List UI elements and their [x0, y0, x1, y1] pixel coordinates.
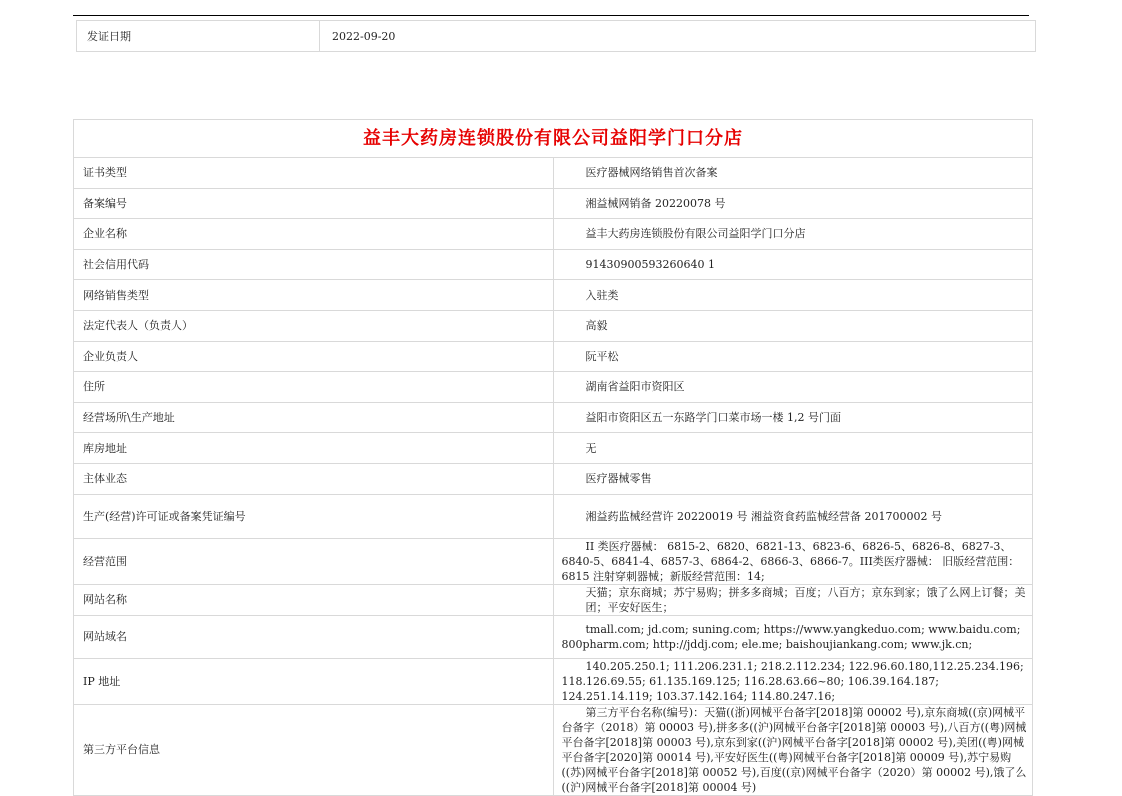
table-row	[74, 538, 1033, 584]
row-label: 住所	[74, 372, 554, 403]
row-value: 益阳市资阳区五一东路学门口菜市场一楼 1,2 号门面	[553, 402, 1033, 433]
title-row	[74, 120, 1033, 158]
row-value: 益丰大药房连锁股份有限公司益阳学门口分店	[553, 219, 1033, 250]
row-label: 法定代表人（负责人）	[74, 310, 554, 341]
row-label: 库房地址	[74, 433, 554, 464]
row-label: 网络销售类型	[74, 280, 554, 311]
row-value: 91430900593260640 1	[553, 249, 1033, 280]
row-value: 无	[553, 433, 1033, 464]
row-label: 网站域名	[74, 615, 554, 658]
table-row	[74, 188, 1033, 219]
row-value: 湘益药监械经营许 20220019 号 湘益资食药监械经营备 201700002 号	[553, 494, 1033, 538]
issue-date-value: 2022-09-20	[320, 21, 1036, 52]
table-row	[74, 704, 1033, 795]
row-label: 社会信用代码	[74, 249, 554, 280]
table-row	[74, 310, 1033, 341]
row-label: 企业负责人	[74, 341, 554, 372]
table-row	[74, 158, 1033, 189]
row-label: 证书类型	[74, 158, 554, 189]
record-title: 益丰大药房连锁股份有限公司益阳学门口分店	[74, 120, 1033, 158]
table-row	[74, 494, 1033, 538]
row-value: 湖南省益阳市资阳区	[553, 372, 1033, 403]
table-row	[74, 463, 1033, 494]
row-label: 第三方平台信息	[74, 704, 554, 795]
row-label: 企业名称	[74, 219, 554, 250]
row-label: 主体业态	[74, 463, 554, 494]
table-row	[74, 658, 1033, 704]
row-label: 网站名称	[74, 584, 554, 615]
row-value: 高毅	[553, 310, 1033, 341]
table-row	[74, 433, 1033, 464]
row-label: 生产(经营)许可证或备案凭证编号	[74, 494, 554, 538]
row-value: 140.205.250.1; 111.206.231.1; 218.2.112.234; 122.96.60.180,112.25.234.196; 118.126.69.55; 61.135.169.125; 116.28.63.66~80; 106.39.164.187; 124.251.14.119; 103.37.142.164; 114.80.247.16;	[553, 658, 1033, 704]
table-row	[77, 21, 1036, 52]
row-value: 阮平松	[553, 341, 1033, 372]
row-value: tmall.com; jd.com; suning.com; https://www.yangkeduo.com; www.baidu.com; 800pharm.com; http://jddj.com; ele.me; baishoujiankang.com; www.jk.cn;	[553, 615, 1033, 658]
row-value: 医疗器械零售	[553, 463, 1033, 494]
table-row	[74, 280, 1033, 311]
top-divider	[73, 15, 1029, 16]
table-row	[74, 219, 1033, 250]
row-label: 备案编号	[74, 188, 554, 219]
issue-date-label: 发证日期	[77, 21, 320, 52]
row-value: 第三方平台名称(编号)：天猫((浙)网械平台备字[2018]第 00002 号),京东商城((京)网械平台备字（2018）第 00003 号),拼多多((沪)网械平台备字[2018]第 00003 号),八百方((粤)网械平台备字[2018]第 00003 号),京东到家((沪)网械平台备字[2018]第 00002 号),美团((粤)网械平台备字[2020]第 00014 号),平安好医生((粤)网械平台备字[2018]第 00009 号),苏宁易购((苏)网械平台备字[2018]第 00052 号),百度((京)网械平台备字（2020）第 00002 号),饿了么((沪)网械平台备字[2018]第 00004 号)	[553, 704, 1033, 795]
row-value: 医疗器械网络销售首次备案	[553, 158, 1033, 189]
table-row	[74, 249, 1033, 280]
table-row	[74, 402, 1033, 433]
table-row	[74, 341, 1033, 372]
row-value: 入驻类	[553, 280, 1033, 311]
record-table	[73, 119, 1033, 796]
row-value: 天猫；京东商城；苏宁易购；拼多多商城；百度；八百方；京东到家；饿了么网上订餐；美团；平安好医生；	[553, 584, 1033, 615]
row-label: 经营范围	[74, 538, 554, 584]
table-row	[74, 615, 1033, 658]
table-row	[74, 584, 1033, 615]
previous-record-table	[76, 20, 1036, 52]
row-label: IP 地址	[74, 658, 554, 704]
row-label: 经营场所\生产地址	[74, 402, 554, 433]
row-value: 湘益械网销备 20220078 号	[553, 188, 1033, 219]
row-value: II 类医疗器械： 6815-2、6820、6821-13、6823-6、6826-5、6826-8、6827-3、6840-5、6841-4、6857-3、6864-2、6866-3、6866-7。III类医疗器械： 旧版经营范围：6815 注射穿刺器械；新版经营范围：14;	[553, 538, 1033, 584]
table-row	[74, 372, 1033, 403]
